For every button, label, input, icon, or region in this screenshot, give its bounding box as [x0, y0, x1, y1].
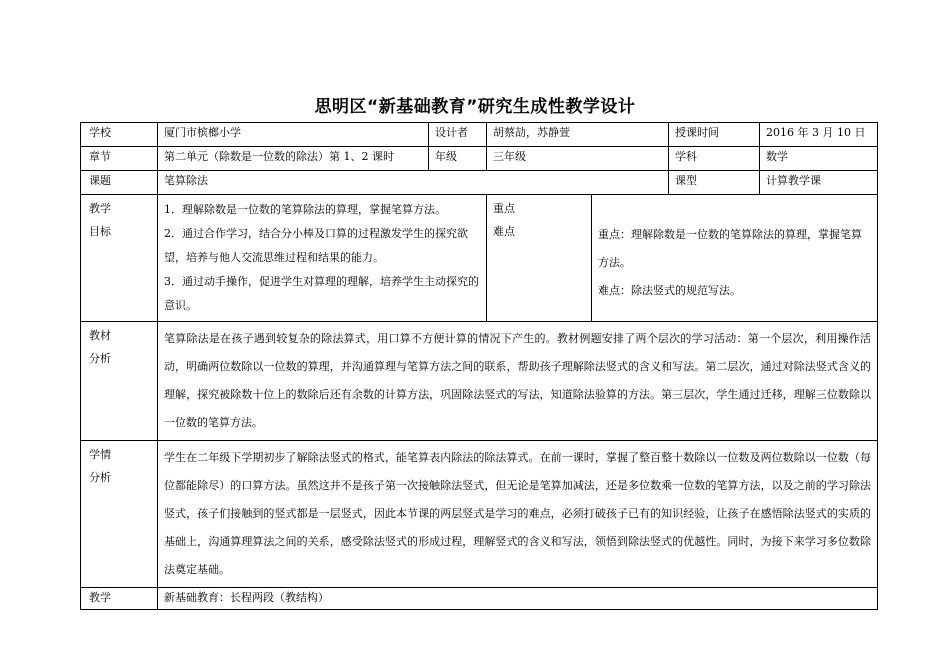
row-school — [81, 123, 878, 147]
goal-item: 1．理解除数是一位数的笔算除法的算理，掌握笔算方法。 — [164, 203, 446, 216]
row-topic — [81, 171, 878, 195]
goals-list-cell — [158, 195, 487, 322]
subject-label: 学科 — [669, 147, 760, 171]
material-analysis-text: 笔算除法是在孩子遇到较复杂的除法算式，用口算不方便计算的情况下产生的。教材例题安排了两个层次的学习活动：第一个层次，利用操作活动，明确两位数除以一位数的算理，并沟通算理与笔算方法之间的联系，帮助孩子理解除法竖式的含义和写法。第二层次，通过对除法竖式含义的理解，探究被除数十位上的数除后还有余数的计算方法，巩固除法竖式的写法，知道除法验算的方法。第三层次，学生通过迁移，理解三位数除以一位数的笔算方法。 — [158, 322, 878, 441]
row-chapter — [81, 147, 878, 171]
students-label-line1: 学情 — [89, 448, 111, 461]
goal-item: 2．通过合作学习，结合分小棒及口算的过程激发学生的探究欲望，培养与他人交流思维过程和结果的能力。 — [164, 227, 468, 264]
goals-label-line2: 目标 — [89, 225, 111, 238]
goals-list — [164, 198, 480, 318]
grade-value: 三年级 — [487, 147, 669, 171]
school-label: 学校 — [81, 123, 158, 147]
teaching-text: 新基础教育：长程两段（教结构） — [158, 588, 878, 610]
type-value: 计算教学课 — [760, 171, 878, 195]
keypoint-text: 重点：理解除数是一位数的笔算除法的算理，掌握笔算方法。 — [598, 228, 862, 269]
students-label — [81, 441, 158, 588]
students-label-line2: 分析 — [89, 471, 111, 484]
designer-label: 设计者 — [429, 123, 487, 147]
row-teaching — [81, 588, 878, 610]
students-analysis-text: 学生在二年级下学期初步了解除法竖式的格式，能笔算表内除法的除法算式。在前一课时，掌握了整百整十数除以一位数及两位数除以一位数（每位都能除尽）的口算方法。虽然这并不是孩子第一次接触除法竖式，但无论是笔算加减法，还是多位数乘一位数的笔算方法，以及之前的学习除法竖式，孩子们接触到的竖式都是一层竖式，因此本节课的两层竖式是学习的难点，必须打破孩子已有的知识经验，让孩子在感悟除法竖式的实质的基础上，沟通算理算法之间的关系，感受除法竖式的形成过程，理解竖式的含义和写法，领悟到除法竖式的优越性。同时，为接下来学习多位数除法奠定基础。 — [158, 441, 878, 588]
school-value: 厦门市槟榔小学 — [158, 123, 429, 147]
time-value: 2016 年 3 月 10 日 — [760, 123, 878, 147]
page-title: 思明区“新基础教育”研究生成性教学设计 — [314, 97, 636, 117]
chapter-label: 章节 — [81, 147, 158, 171]
time-label: 授课时间 — [669, 123, 760, 147]
material-label-line1: 教材 — [89, 329, 111, 342]
keypoint-label — [487, 195, 592, 322]
designer-value: 胡蔡劼，苏静萱 — [487, 123, 669, 147]
chapter-value: 第二单元（除数是一位数的除法）第 1、2 课时 — [158, 147, 429, 171]
goals-label — [81, 195, 158, 322]
type-label: 课型 — [669, 171, 760, 195]
keypoint-content — [592, 195, 878, 322]
keypoint-label-line1: 重点 — [493, 202, 515, 215]
subject-value: 数学 — [760, 147, 878, 171]
row-material — [81, 322, 878, 441]
material-label-line2: 分析 — [89, 352, 111, 365]
topic-label: 课题 — [81, 171, 158, 195]
row-goals — [81, 195, 878, 322]
lesson-plan-table — [80, 122, 878, 610]
row-students — [81, 441, 878, 588]
difficulty-text: 难点：除法竖式的规范写法。 — [598, 284, 741, 297]
goal-item: 3．通过动手操作，促进学生对算理的理解，培养学生主动探究的意识。 — [164, 275, 479, 312]
teaching-label: 教学 — [81, 588, 158, 610]
goals-label-line1: 教学 — [89, 202, 111, 215]
material-label — [81, 322, 158, 441]
topic-value: 笔算除法 — [158, 171, 669, 195]
keypoint-label-line2: 难点 — [493, 225, 515, 238]
grade-label: 年级 — [429, 147, 487, 171]
